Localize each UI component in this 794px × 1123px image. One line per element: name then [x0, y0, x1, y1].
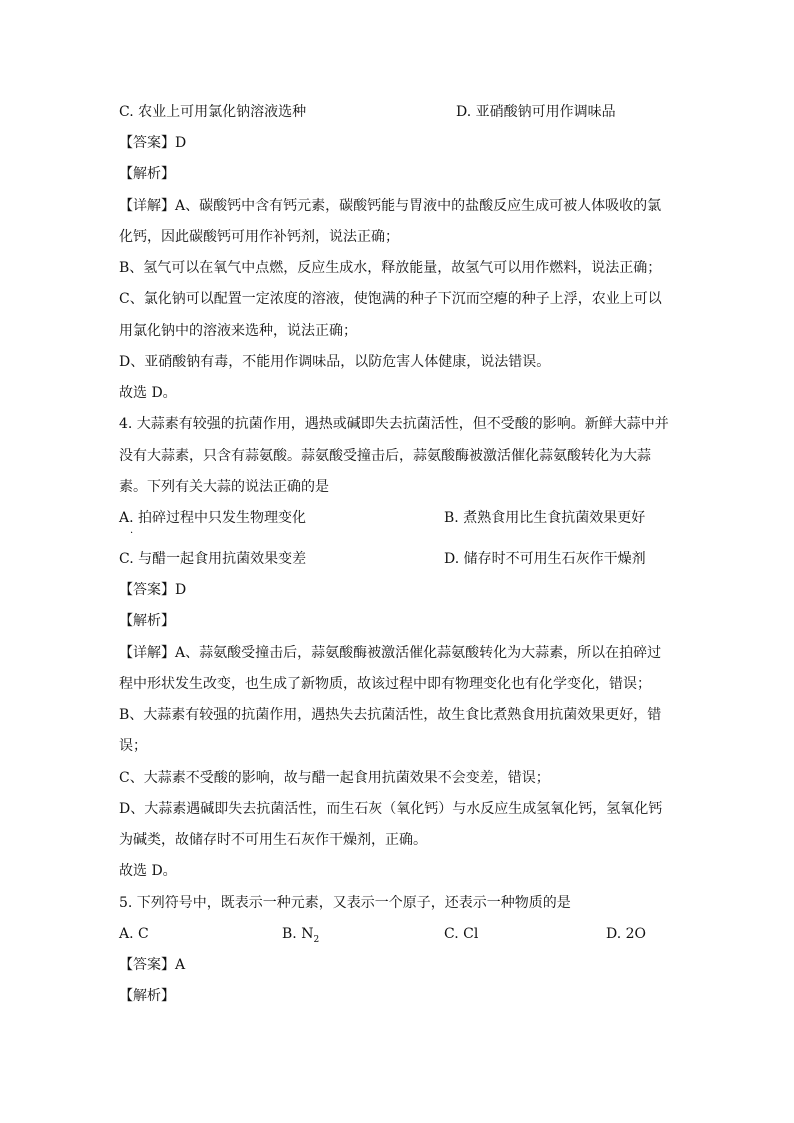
q4-option-a: A. 拍碎过程中只发生物理变化 [119, 510, 307, 526]
q3-detail-line-5: 用氯化钠中的溶液来选种，说法正确； [119, 323, 357, 339]
q5-answer: 【答案】A [119, 957, 186, 973]
q3-option-d: D. 亚硝酸钠可用作调味品 [456, 104, 616, 120]
q3-detail-line-4: C、氯化钠可以配置一定浓度的溶液，使饱满的种子下沉而空瘪的种子上浮，农业上可以 [119, 291, 662, 307]
q5-stem: 5. 下列符号中，既表示一种元素，又表示一个原子，还表示一种物质的是 [119, 895, 571, 911]
q3-analysis-heading: 【解析】 [119, 166, 175, 182]
q4-option-b: B. 煮熟食用比生食抗菌效果更好 [444, 510, 646, 526]
q5-option-a: A. C [119, 926, 149, 942]
q4-detail-line-2: 程中形状发生改变，也生成了新物质，故该过程中即有物理变化也有化学变化，错误； [119, 676, 651, 692]
q4-detail-line-3: B、大蒜素有较强的抗菌作用，遇热失去抗菌活性，故生食比煮熟食用抗菌效果更好，错 [119, 707, 662, 723]
q4-analysis-heading: 【解析】 [119, 613, 175, 629]
q3-detail-line-3: B、氢气可以在氧气中点燃，反应生成水，释放能量，故氢气可以用作燃料，说法正确； [119, 260, 662, 276]
q3-detail-line-1: 【详解】A、碳酸钙中含有钙元素，碳酸钙能与胃液中的盐酸反应生成可被人体吸收的氯 [119, 198, 662, 214]
q4-option-d: D. 储存时不可用生石灰作干燥剂 [444, 551, 646, 567]
q4-detail-line-7: 为碱类，故储存时不可用生石灰作干燥剂，正确。 [119, 832, 427, 848]
q4-conclusion: 故选 D。 [119, 863, 177, 879]
q4-option-c: C. 与醋一起食用抗菌效果变差 [119, 551, 307, 567]
q3-answer: 【答案】D [119, 135, 187, 151]
q3-option-c: C. 农业上可用氯化钠溶液选种 [119, 104, 307, 120]
stray-dot-mark: · [130, 528, 134, 539]
q5-option-b-symbol: B. N [282, 926, 314, 942]
q5-analysis-heading: 【解析】 [119, 988, 175, 1004]
q4-detail-line-6: D、大蒜素遇碱即失去抗菌活性，而生石灰（氧化钙）与水反应生成氢氧化钙，氢氧化钙 [119, 801, 663, 817]
q4-detail-line-5: C、大蒜素不受酸的影响，故与醋一起食用抗菌效果不会变差，错误； [119, 770, 550, 786]
q5-option-c: C. Cl [444, 926, 479, 942]
q4-answer: 【答案】D [119, 582, 187, 598]
q3-conclusion: 故选 D。 [119, 385, 177, 401]
q5-option-b [282, 924, 319, 944]
q5-option-b-subscript: 2 [313, 934, 320, 945]
q4-stem-line-2: 没有大蒜素，只含有蒜氨酸。蒜氨酸受撞击后，蒜氨酸酶被激活催化蒜氨酸转化为大蒜 [119, 448, 651, 464]
q4-stem-line-1: 4. 大蒜素有较强的抗菌作用，遇热或碱即失去抗菌活性，但不受酸的影响。新鲜大蒜中并 [119, 416, 669, 432]
q3-detail-line-6: D、亚硝酸钠有毒，不能用作调味品，以防危害人体健康，说法错误。 [119, 354, 551, 370]
q3-detail-line-2: 化钙，因此碳酸钙可用作补钙剂，说法正确； [119, 229, 399, 245]
q4-stem-line-3: 素。下列有关大蒜的说法正确的是 [119, 479, 329, 495]
q5-option-d: D. 2O [606, 926, 647, 942]
q4-detail-line-1: 【详解】A、蒜氨酸受撞击后，蒜氨酸酶被激活催化蒜氨酸转化为大蒜素，所以在拍碎过 [119, 645, 662, 661]
q4-detail-line-4: 误； [119, 738, 147, 754]
